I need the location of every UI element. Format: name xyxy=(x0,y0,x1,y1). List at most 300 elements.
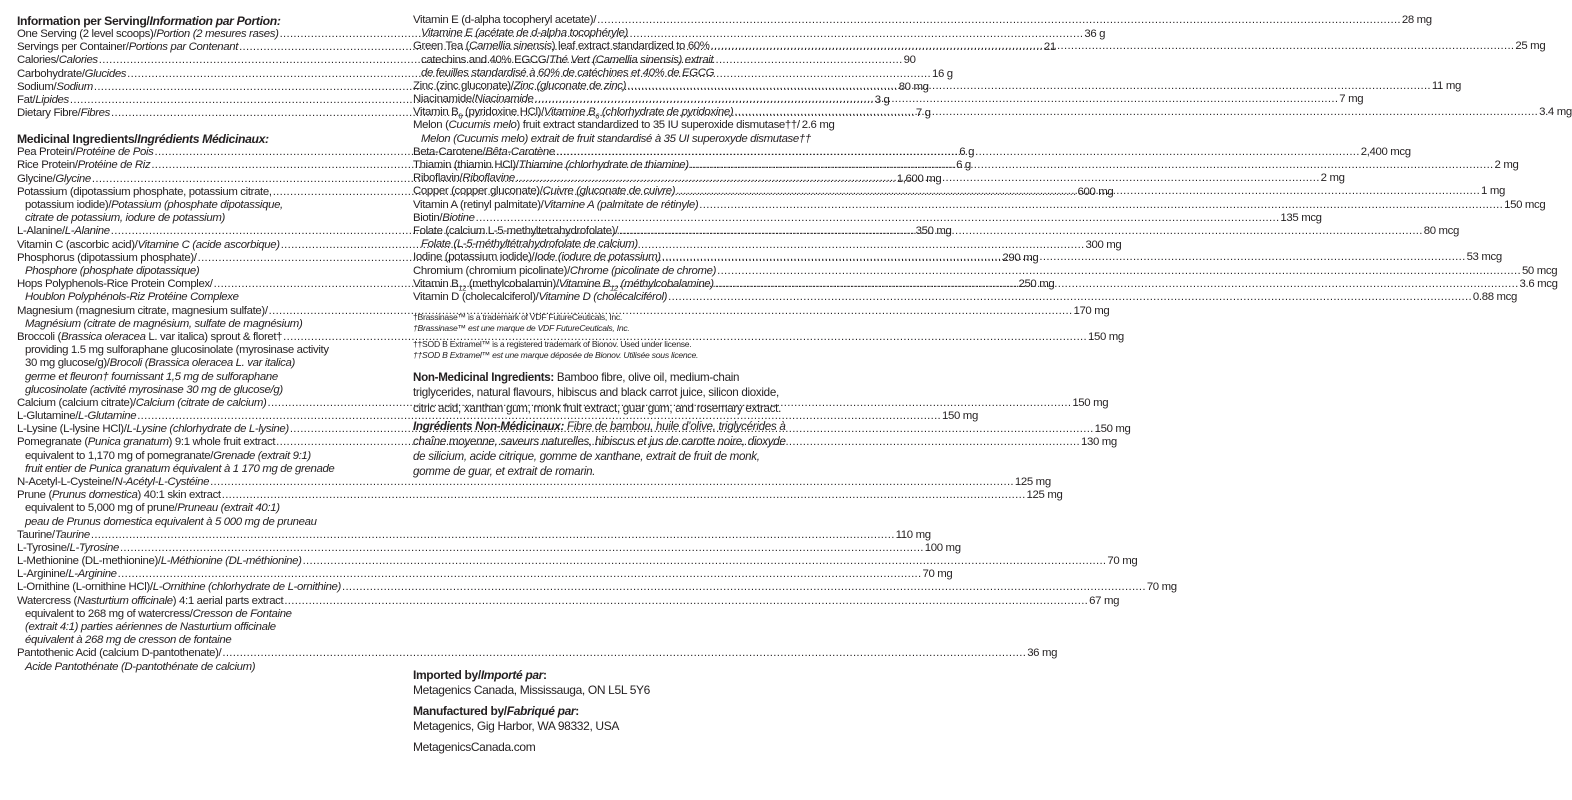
label-en: Beta-Carotene/ xyxy=(413,145,486,158)
subline-fr: Acide Pantothénate (D-pantothénate de calcium) xyxy=(25,660,256,673)
label-fr: Portion (2 mesures rases) xyxy=(156,27,279,40)
ingredient-subline xyxy=(17,502,388,515)
label-en: Magnesium (magnesium citrate, magnesium sulfate)/ xyxy=(17,304,268,317)
dot-leader xyxy=(734,106,1538,119)
ingredient-amount: 150 mg xyxy=(1087,330,1124,343)
ingredient-subline xyxy=(17,212,388,225)
ingredient-subline xyxy=(413,238,787,251)
subline-en: equivalent to 268 mg of watercress/ xyxy=(25,607,193,620)
ingredient-label xyxy=(17,107,110,120)
ingredient-amount: 3 g xyxy=(874,93,890,106)
label-fr: Calcium (citrate de calcium) xyxy=(135,396,267,409)
non-medicinal-en xyxy=(413,370,787,416)
ingredient-amount: 28 mg xyxy=(1401,13,1432,26)
imported-by-label xyxy=(413,668,787,683)
label-en: Vitamin D (cholecalciferol)/ xyxy=(413,290,539,303)
ingredient-amount: 130 mg xyxy=(1080,436,1117,449)
label-fr: Taurine xyxy=(54,528,90,541)
non-medicinal-heading-fr: Ingrédients Non-Médicinaux: xyxy=(413,419,565,433)
ingredient-subline xyxy=(17,384,388,397)
ingredient-subline xyxy=(17,450,388,463)
ingredient-amount: 170 mg xyxy=(1073,304,1110,317)
ingredient-amount: 7 mg xyxy=(1339,93,1364,106)
label-en: Fat/ xyxy=(17,93,36,106)
ingredient-label xyxy=(17,186,272,199)
label-en: Dietary Fibre/ xyxy=(17,107,81,120)
label-latin: Cucumis melo xyxy=(448,119,517,132)
dot-leader xyxy=(699,199,1503,212)
label-en: L-Ornithine (L-ornithine HCl)/ xyxy=(17,581,153,594)
subline-fr: fruit entier de Punica granatum équivalent à 1 170 mg de grenade xyxy=(25,462,335,475)
ingredient-label xyxy=(17,647,221,660)
ingredient-label xyxy=(17,529,90,542)
ingredient-label xyxy=(17,476,209,489)
label-en: Melon ( xyxy=(413,119,449,132)
dot-leader xyxy=(476,212,1280,225)
label-fr: L-Tyrosine xyxy=(69,541,119,554)
ingredient-amount: 150 mcg xyxy=(1504,198,1546,211)
ingredient-amount: 36 g xyxy=(1084,27,1106,40)
ingredient-amount: 2 mg xyxy=(1320,172,1345,185)
label-en: One Serving (2 level scoops)/ xyxy=(17,27,157,40)
dot-leader xyxy=(662,251,1466,264)
label-fr: L-Alanine xyxy=(64,225,110,238)
ingredient-amount: 125 mg xyxy=(1026,489,1063,502)
ingredient-label xyxy=(413,40,710,53)
dot-leader xyxy=(619,225,1423,238)
importer-address: Metagenics Canada, Mississauga, ON L5L 5Y6 xyxy=(413,683,650,697)
ingredient-row xyxy=(413,211,1322,225)
label-en: Watercress ( xyxy=(17,594,77,607)
dot-leader xyxy=(91,529,895,542)
label-fr: Vitamine D (cholécalciférol) xyxy=(538,290,668,303)
label-en: Folate (calcium L-5-methyltetrahydrofolate)/ xyxy=(413,224,618,237)
ingredient-label xyxy=(17,225,110,238)
label-fr: L-Glutamine xyxy=(78,410,137,423)
label-en: Carbohydrate/ xyxy=(17,67,85,80)
ingredient-label xyxy=(17,595,283,608)
company-info xyxy=(413,668,787,755)
label-fr: Cuivre (gluconate de cuivre) xyxy=(542,185,676,198)
ingredient-label xyxy=(17,331,282,344)
ingredient-label xyxy=(17,581,341,594)
ingredient-row xyxy=(17,647,1058,660)
label-en-after: ) 40:1 skin extract xyxy=(137,489,221,502)
ingredient-label xyxy=(17,397,267,410)
ingredient-label xyxy=(17,278,213,291)
label-fr: Fibres xyxy=(80,107,111,120)
dot-leader xyxy=(690,159,1494,172)
ingredient-amount: 3.4 mg xyxy=(1539,106,1572,119)
label-en: Niacinamide/ xyxy=(413,93,475,106)
ingredient-row xyxy=(17,541,961,555)
label-en: Taurine/ xyxy=(17,528,55,541)
ingredient-row xyxy=(17,568,953,581)
ingredient-label xyxy=(17,423,289,436)
ingredient-amount: 80 mcg xyxy=(1423,224,1459,237)
ingredient-amount: 290 mg xyxy=(1002,251,1039,264)
ingredient-label xyxy=(17,41,238,54)
non-medicinal-text-en: Bamboo fibre, olive oil, medium-chain triglycerides, natural flavours, hibiscus and black carrot juice, silicon dioxide, citric acid, xanthan gum, monk fruit extract, guar gum, and rosemary extract. xyxy=(413,371,782,415)
dot-leader xyxy=(284,595,1088,608)
ingredient-amount: 100 mg xyxy=(924,541,961,554)
ingredient-row xyxy=(17,475,1051,489)
subline-fr: Melon (Cucumis melo) extrait de fruit standardisé à 35 UI superoxyde dismutase†† xyxy=(421,132,811,145)
ingredient-row xyxy=(413,119,835,133)
label-en: Iodine (potassium iodide)/ xyxy=(413,251,535,264)
ingredient-row xyxy=(17,594,1120,608)
ingredient-label xyxy=(17,173,91,186)
label-fr: L-Méthionine (DL-méthionine) xyxy=(160,555,302,568)
label-en: Vitamin C (ascorbic acid)/ xyxy=(17,238,138,251)
label-en-after: ) fruit extract standardized to 35 IU superoxide dismutase††/ xyxy=(516,119,800,132)
ingredient-amount: 70 mg xyxy=(1146,581,1177,594)
ingredient-amount: 6 g xyxy=(956,159,971,172)
ingredient-label xyxy=(413,159,689,172)
medicinal-heading xyxy=(17,132,388,146)
label-fr: Calories xyxy=(58,54,98,67)
ingredient-amount: 250 mg xyxy=(1018,278,1055,291)
ingredient-row xyxy=(17,396,1109,410)
ingredient-label xyxy=(413,172,515,185)
label-en: Pantothenic Acid (calcium D-pantothenate)/ xyxy=(17,647,222,660)
ingredient-label xyxy=(413,146,555,159)
ingredient-subline xyxy=(17,265,388,278)
ingredient-label xyxy=(413,291,667,304)
ingredient-amount: 150 mg xyxy=(942,410,978,423)
label-en: Calories/ xyxy=(17,54,59,67)
label-fr: Sodium xyxy=(56,80,93,93)
label-en: Hops Polyphenols-Rice Protein Complex/ xyxy=(17,278,213,291)
non-medicinal-heading-en: Non-Medicinal Ingredients: xyxy=(413,371,554,385)
label-fr: L-Arginine xyxy=(68,568,117,581)
ingredient-amount: 2,400 mcg xyxy=(1360,145,1411,158)
ingredient-label xyxy=(17,252,197,265)
label-en: Rice Protein/ xyxy=(17,159,78,172)
ingredient-subline xyxy=(17,371,388,384)
ingredient-amount: 1,600 mg xyxy=(896,172,942,185)
label-fr: Portions par Contenant xyxy=(128,41,239,54)
ingredient-amount: 90 xyxy=(903,54,916,67)
label-fr: Vitamine $B_{12}$ (méthylcobalamine) xyxy=(558,277,714,293)
label-fr: Protéine de Riz xyxy=(77,159,151,172)
ingredient-amount: 600 mg xyxy=(1077,185,1114,198)
label-fr: Vitamine C (acide ascorbique) xyxy=(137,238,280,251)
website-link[interactable]: MetagenicsCanada.com xyxy=(413,740,536,754)
ingredient-label xyxy=(17,542,119,555)
label-fr: Riboflavine xyxy=(462,172,515,185)
ingredient-amount: 25 mg xyxy=(1515,40,1546,53)
ingredient-subline xyxy=(413,27,787,40)
ingredient-row xyxy=(413,198,1546,212)
label-fr: Zinc (gluconate de zinc) xyxy=(513,79,627,92)
label-fr: Glycine xyxy=(55,172,91,185)
dot-leader xyxy=(118,568,922,581)
label-en: Vitamin E (d-alpha tocopheryl acetate)/ xyxy=(413,13,597,26)
dot-leader xyxy=(534,93,1338,106)
label-en: Biotin/ xyxy=(413,211,443,224)
ingredient-label xyxy=(17,489,221,502)
ingredient-label xyxy=(17,305,268,318)
ingredient-subline xyxy=(413,54,787,67)
non-medicinal-fr xyxy=(413,419,787,480)
label-en: L-Alanine/ xyxy=(17,225,65,238)
ingredient-label xyxy=(17,239,280,252)
dot-leader xyxy=(120,542,924,555)
ingredient-subline xyxy=(17,199,388,212)
ingredient-label xyxy=(413,14,596,27)
ingredient-label xyxy=(17,146,153,159)
ingredient-amount: 0.88 mcg xyxy=(1472,290,1517,303)
ingredient-label xyxy=(17,410,136,423)
ingredient-subline xyxy=(413,67,787,80)
label-en: Broccoli ( xyxy=(17,330,61,343)
label-en-after: ) leaf extract standardized to 60% xyxy=(551,40,710,53)
subline-fr: (extrait 4:1) parties aériennes de Nasturtium officinale xyxy=(25,621,276,634)
subline-fr: de feuilles standardisé à 60% de catéchines et 40% de EGCG xyxy=(421,66,715,79)
subline-fr: citrate de potassium, iodure de potassium) xyxy=(25,212,225,225)
subline-fr: Thé Vert (Camellia sinensis) extrait xyxy=(549,53,714,66)
ingredient-amount: 2.6 mg xyxy=(801,119,835,132)
label-en: Phosphorus (dipotassium phosphate)/ xyxy=(17,251,197,264)
label-en: L-Lysine (L-lysine HCl)/ xyxy=(17,423,127,436)
ingredient-amount: 135 mcg xyxy=(1280,211,1322,224)
ingredient-amount: 53 mcg xyxy=(1466,251,1502,264)
ingredient-amount: 70 mg xyxy=(922,568,953,581)
label-en-after: ) 4:1 aerial parts extract xyxy=(172,594,284,607)
ingredient-label xyxy=(413,106,733,119)
label-fr: Biotine xyxy=(442,211,475,224)
label-en: Prune ( xyxy=(17,489,52,502)
label-fr: Protéine de Pois xyxy=(75,146,154,159)
ingredient-row xyxy=(413,264,1558,278)
ingredient-row xyxy=(17,581,1177,595)
ingredient-subline xyxy=(17,516,388,529)
label-end: : xyxy=(542,668,547,682)
label-en: L-Glutamine/ xyxy=(17,410,79,423)
label-fr: L-Ornithine (chlorhydrate de L-ornithine) xyxy=(152,581,341,594)
label-en: Sodium/ xyxy=(17,80,57,93)
label-fr: Bêta-Carotène xyxy=(485,145,555,158)
label-en-after: ) 9:1 whole fruit extract xyxy=(168,436,276,449)
dot-leader xyxy=(668,291,1472,304)
footnote: †Brassinase™ is a trademark of VDF FutureCeuticals, Inc. xyxy=(413,312,623,323)
ingredient-amount: 70 mg xyxy=(1107,555,1138,568)
label-fr: N-Acétyl-L-Cystéine xyxy=(114,475,210,488)
ingredient-subline xyxy=(17,344,388,357)
ingredient-label xyxy=(17,54,98,67)
subline-fr: germe et fleuron† fournissant 1,5 mg de sulforaphane xyxy=(25,370,278,383)
ingredient-amount: 110 mg xyxy=(895,528,931,541)
ingredient-label xyxy=(413,225,618,238)
label-en: Pea Protein/ xyxy=(17,146,76,159)
ingredient-label xyxy=(413,199,698,212)
label-en: Riboflavin/ xyxy=(413,172,463,185)
subline-fr: Phosphore (phosphate dipotassique) xyxy=(25,265,200,277)
ingredient-amount: 125 mg xyxy=(1014,475,1051,488)
heading-en: Information per Serving/ xyxy=(17,14,150,28)
label-fr: L-Lysine (chlorhydrate de L-lysine) xyxy=(126,423,289,436)
ingredient-row xyxy=(17,528,931,542)
dot-leader xyxy=(676,185,1480,198)
subline-en: potassium iodide)/ xyxy=(25,199,112,212)
ingredient-label xyxy=(413,185,675,198)
label-en: Imported by/ xyxy=(413,668,481,682)
label-en: N-Acetyl-L-Cysteine/ xyxy=(17,475,115,488)
ingredient-label xyxy=(17,555,302,568)
subline-en: catechins and 40% EGCG/ xyxy=(421,53,550,66)
dot-leader xyxy=(342,581,1146,594)
subline-fr: Pruneau (extrait 40:1) xyxy=(177,502,280,515)
ingredient-amount: 11 mg xyxy=(1431,79,1461,92)
subline-en: providing 1.5 mg sulforaphane glucosinolate (myrosinase activity xyxy=(25,344,329,357)
ingredient-subline xyxy=(17,661,388,674)
label-en: Pomegranate ( xyxy=(17,436,88,449)
label-fr: Fabriqué par xyxy=(506,704,576,718)
label-en: L-Methionine (DL-methionine)/ xyxy=(17,555,161,568)
label-fr: Chrome (picolinate de chrome) xyxy=(569,264,717,277)
subline-fr: peau de Prunus domestica equivalent à 5 000 mg de pruneau xyxy=(25,515,317,528)
dot-leader xyxy=(222,489,1026,502)
ingredient-amount: 21 xyxy=(1043,41,1056,54)
ingredient-amount: 50 mcg xyxy=(1521,264,1558,277)
dot-leader xyxy=(717,265,1521,278)
label-en: Green Tea ( xyxy=(413,40,470,53)
ingredient-row xyxy=(17,410,978,423)
dot-leader xyxy=(711,40,1515,53)
ingredient-amount: 3.6 mcg xyxy=(1519,277,1558,290)
dot-leader xyxy=(715,278,1519,291)
subline-en: 30 mg glucose/g)/ xyxy=(25,357,110,370)
ingredient-label xyxy=(17,159,150,172)
ingredient-amount: 16 g xyxy=(931,67,953,80)
ingredient-label xyxy=(413,251,661,264)
label-en: Potassium (dipotassium phosphate, potassium citrate, xyxy=(17,185,272,198)
label-latin: Punica granatum xyxy=(87,436,169,449)
ingredient-amount: 36 mg xyxy=(1027,647,1058,660)
non-medicinal-text-fr: Fibre de bambou, huile d’olive, triglycérides à chaîne moyenne, saveurs naturelles, hibiscus et jus de carotte noire, dioxyde de silicium, acide citrique, gomme de xanthane, extrait de fruit de monk, gomme de guar, et extrait de romarin. xyxy=(413,419,786,479)
label-latin: Camellia sinensis xyxy=(469,40,552,53)
ingredient-amount: 2 mg xyxy=(1494,159,1519,172)
label-en: Vitamin A (retinyl palmitate)/ xyxy=(413,198,544,211)
ingredient-label xyxy=(17,68,126,81)
ingredient-amount: 1 mg xyxy=(1481,185,1505,198)
ingredient-subline xyxy=(17,634,388,647)
ingredient-subline xyxy=(17,621,388,634)
label-en: Glycine/ xyxy=(17,172,56,185)
label-en: Vitamin $B_6$ (pyridoxine HCl)/ xyxy=(413,106,544,121)
label-latin: Nasturtium officinale xyxy=(76,594,173,607)
label-latin: Prunus domestica xyxy=(51,489,138,502)
ingredient-subline xyxy=(17,463,388,476)
manufacturer-address: Metagenics, Gig Harbor, WA 98332, USA xyxy=(413,719,620,733)
ingredient-label xyxy=(17,568,117,581)
ingredient-label xyxy=(17,436,275,449)
ingredient-amount: 150 mg xyxy=(1094,423,1131,436)
dot-leader xyxy=(627,80,1431,93)
ingredient-row xyxy=(413,290,1517,304)
subline-fr: Brocoli (Brassica oleracea L. var italica) xyxy=(109,357,295,370)
serving-info-heading xyxy=(17,14,388,28)
label-en: L-Arginine/ xyxy=(17,568,69,581)
label-en-after: L. var italica) sprout & floret† xyxy=(145,330,283,343)
ingredient-subline xyxy=(17,318,388,331)
ingredient-subline xyxy=(413,132,811,146)
footnote: ††SOD B Extramel™ est une marque déposée de Bionov. Utilisée sous licence. xyxy=(413,350,699,361)
subline-fr: Magnésium (citrate de magnésium, sulfate de magnésium) xyxy=(25,317,303,330)
subline-fr: Folate (L-5-méthyltétrahydrofolate de calcium) xyxy=(421,238,638,251)
ingredient-label xyxy=(17,94,69,107)
ingredient-label xyxy=(413,93,533,106)
label-fr: Iode (iodure de potassium) xyxy=(534,251,661,264)
subline-en: equivalent to 1,170 mg of pomegranate/ xyxy=(25,449,214,462)
subline-fr: glucosinolate (activité myrosinase 30 mg de glucose/g) xyxy=(25,383,283,396)
ingredient-label xyxy=(17,81,93,94)
label-en: Copper (copper gluconate)/ xyxy=(413,185,543,198)
ingredient-row xyxy=(17,489,1063,502)
ingredient-label xyxy=(17,28,279,41)
footnotes xyxy=(413,312,787,361)
ingredient-row xyxy=(17,330,1124,344)
ingredient-row xyxy=(17,436,1117,449)
subline-fr: équivalent à 268 mg de cresson de fontaine xyxy=(25,634,232,647)
ingredient-label xyxy=(413,119,800,132)
dot-leader xyxy=(516,172,1320,185)
label-fr: Thiamine (chlorhydrate de thiamine) xyxy=(518,159,689,172)
ingredient-row xyxy=(413,13,1432,27)
dot-leader xyxy=(303,555,1107,568)
label-fr: Lipides xyxy=(35,93,69,106)
ingredient-subline xyxy=(17,608,388,621)
ingredient-amount: 300 mg xyxy=(1085,238,1122,251)
ingredient-amount: 80 mg xyxy=(898,80,929,93)
subline-fr: Houblon Polyphénols-Riz Protéine Complexe xyxy=(25,291,239,304)
label-fr: Importé par xyxy=(480,668,543,682)
label-en: Vitamin $B_{12}$ (methylcobalamin)/ xyxy=(413,277,559,293)
label-end: : xyxy=(575,704,579,718)
heading-fr: Ingrédients Médicinaux: xyxy=(137,132,269,147)
subline-fr: Cresson de Fontaine xyxy=(192,607,292,620)
heading-fr: Information par Portion: xyxy=(149,14,281,28)
ingredient-label xyxy=(413,80,626,93)
ingredient-row xyxy=(17,555,1138,568)
label-en: Calcium (calcium citrate)/ xyxy=(17,396,136,409)
ingredient-label xyxy=(413,278,714,291)
label-en: L-Tyrosine/ xyxy=(17,541,70,554)
ingredient-label xyxy=(413,212,475,225)
ingredient-label xyxy=(413,265,716,278)
footnote: †Brassinase™ est une marque de VDF FutureCeuticals, Inc. xyxy=(413,323,630,334)
subline-fr: Vitamine E (acétate de d-alpha tocophéryle) xyxy=(421,27,628,40)
dot-leader xyxy=(556,146,1360,159)
manufactured-by-label xyxy=(413,704,787,719)
label-fr: Glucides xyxy=(84,67,127,80)
subline-fr: Grenade (extrait 9:1) xyxy=(213,449,311,462)
ingredient-subline xyxy=(17,357,388,370)
ingredient-amount: 67 mg xyxy=(1089,594,1120,607)
label-latin: Brassica oleracea xyxy=(60,330,146,343)
ingredient-amount: 150 mg xyxy=(1072,396,1109,409)
label-en: Thiamin (thiamin HCl)/ xyxy=(413,159,519,172)
ingredient-amount: 6 g xyxy=(959,146,975,159)
label-en: Chromium (chromium picolinate)/ xyxy=(413,264,570,277)
label-fr: Niacinamide xyxy=(474,93,534,106)
ingredient-amount: 350 mg xyxy=(915,225,952,238)
dot-leader xyxy=(222,647,1026,660)
ingredient-subline xyxy=(17,291,388,304)
heading-en: Medicinal Ingredients/ xyxy=(17,132,138,147)
label-en: Zinc (zinc gluconate)/ xyxy=(413,79,514,92)
